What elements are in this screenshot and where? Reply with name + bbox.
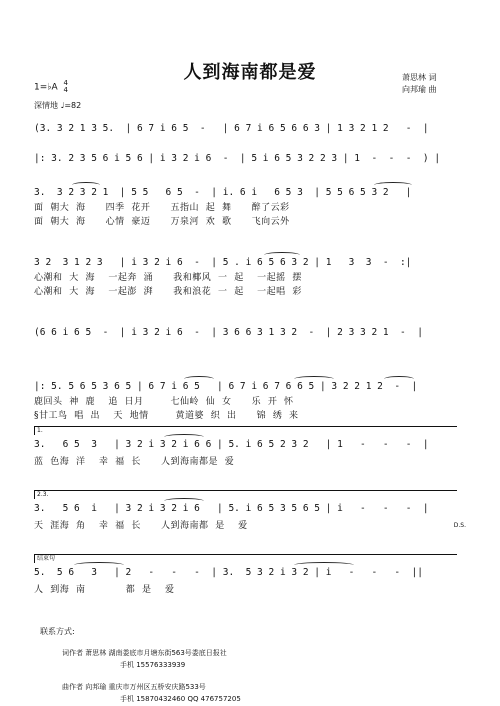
key-label: 1=♭A xyxy=(34,82,58,93)
notes-line: (3. 3 2 1 3 5. | 6 7 i 6 5 - | 6 7 i 6 5 6 6 3 | 1 3 2 1 2 - | xyxy=(34,123,429,134)
credits xyxy=(402,72,437,96)
lyricist-credit: 萧思林 词 xyxy=(402,73,437,82)
time-bottom: 4 xyxy=(63,86,69,94)
notes-line: 3. 6 5 3 | 3 2 i 3 2 i 6 6 | 5. i 6 5 2 3 2 | 1 - - - | xyxy=(34,439,429,450)
lyric-line: 天 涯海 角 幸 福 长 人到海南都 是 爱 xyxy=(34,521,248,531)
lyricist-phone: 手机 15576333939 xyxy=(120,661,186,669)
notes-line: |: 3. 2 3 5 6 i 5 6 | i 3 2 i 6 - | 5 i 6 5 3 2 2 3 | 1 - - - ) | xyxy=(34,153,441,164)
notes-line: 3 2 3 1 2 3 | i 3 2 i 6 - | 5 . i 6 5 6 3 2 | 1 3 3 - :| xyxy=(34,257,412,268)
volta-first-ending: 1. xyxy=(34,426,457,435)
notes-line: 3. 5 6 i | 3 2 i 3 2 i 6 | 5. i 6 5 3 5 6 5 | i - - - | xyxy=(34,503,429,514)
lyric-verse-1: 心潮和 大 海 一起奔 涌 我和椰风 一 起 一起摇 摆 xyxy=(34,273,302,283)
lyric-line: 人 到海 南 都 是 爱 xyxy=(34,585,175,595)
volta-second-ending: 2.3. xyxy=(34,490,457,499)
notes-line: |: 5. 5 6 5 3 6 5 | 6 7 i 6 5 | 6 7 i 6 7 6 6 5 | 3 2 2 1 2 - | xyxy=(34,381,418,392)
composer-phone: 手机 15870432460 QQ 476757205 xyxy=(120,695,241,703)
notes-line: (6 6 i 6 5 - | i 3 2 i 6 - | 3 6 6 3 1 3 2 - | 2 3 3 2 1 - | xyxy=(34,327,423,338)
notes-line: 3. 3 2 3 2 1 | 5 5 6 5 - | i. 6 i 6 5 3 | 5 5 6 5 3 2 | xyxy=(34,187,412,198)
lyric-verse-2: 心潮和 大 海 一起澎 湃 我和浪花 一 起 一起唱 彩 xyxy=(34,287,302,297)
notes-line: 5. 5 6 3 | 2 - - - | 3. 5 3 2 i 3 2 | i - - - || xyxy=(34,567,423,578)
contact-heading: 联系方式: xyxy=(40,627,75,636)
lyric-verse-1: 鹿回头 神 鹿 追 日月 七仙岭 仙 女 乐 开 怀 xyxy=(34,397,294,407)
lyric-verse-2: §甘工鸟 唱 出 天 地情 黄道婆 织 出 锦 绣 来 xyxy=(34,411,299,421)
song-title: 人到海南都是爱 xyxy=(183,62,317,83)
coda-ending: 结束句 xyxy=(34,554,457,563)
lyric-line: 蓝 色海 洋 幸 福 长 人到海南都是 爱 xyxy=(34,457,235,467)
composer-credit: 向邦瑜 曲 xyxy=(402,85,437,94)
time-signature xyxy=(64,80,68,94)
tempo-mark: ♩=82 xyxy=(60,101,82,110)
key-signature xyxy=(34,80,68,94)
tempo-expression: 深情地 xyxy=(34,101,58,110)
composer-contact: 曲作者 向邦瑜 重庆市万州区五桥安庆路533号 xyxy=(62,683,206,691)
time-top: 4 xyxy=(63,79,69,87)
dal-segno-mark: D.S. xyxy=(453,522,466,529)
lyric-verse-2: 面 朝大 海 心情 豪迈 万泉河 欢 歌 飞向云外 xyxy=(34,217,290,227)
tempo-marking xyxy=(34,100,81,111)
lyricist-contact: 词作者 萧思林 湖南娄底市月塘东街563号娄底日报社 xyxy=(62,649,227,657)
lyric-verse-1: 面 朝大 海 四季 花开 五指山 起 舞 醉了云彩 xyxy=(34,203,290,213)
